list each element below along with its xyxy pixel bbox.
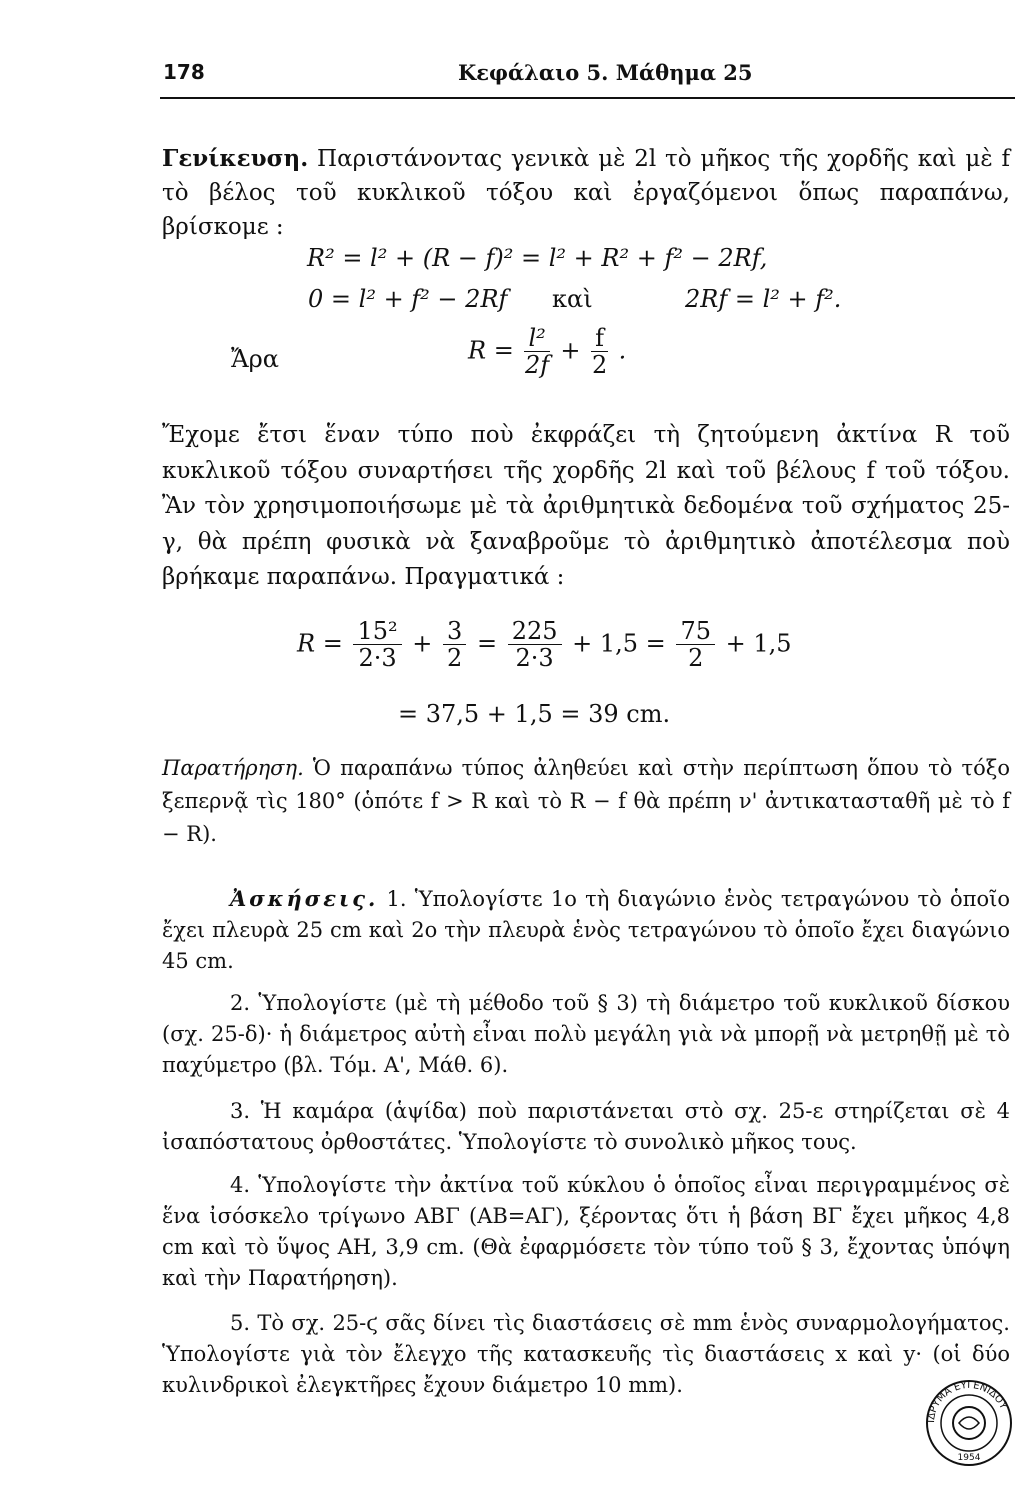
exercise-1-text: 1. Ὑπολογίστε 1ο τὴ διαγώνιο ἑνὸς τετραγώνου τὸ ὁποῖο ἔχει πλευρὰ 25 cm καὶ 2ο τὴν πλευρὰ ἑνὸς τετραγώνου τὸ ὁποῖο ἔχει διαγώνιο 45 cm. (162, 887, 1010, 973)
foundation-seal-icon (924, 1378, 1014, 1468)
equation-2-and: καὶ (552, 285, 593, 313)
remark-paragraph (162, 752, 1010, 851)
equation-3 (468, 325, 626, 379)
equation-2b: 2Rf = l² + f². (685, 285, 842, 313)
seal-text: ΙΔΡΥΜΑ ΕΥΓΕΝΙΔΟΥ (925, 1379, 1009, 1424)
eq3-end: . (618, 336, 627, 365)
equation-1: R² = l² + (R − f)² = l² + R² + f² − 2Rf, (307, 244, 768, 272)
numeric-plus-2: + 1,5 = (572, 629, 666, 658)
main-paragraph: Ἔχομε ἔτσι ἕναν τύπο ποὺ ἐκφράζει τὴ ζητούμενη ἀκτίνα R τοῦ κυκλικοῦ τόξου συναρτήσει τῆς χορδῆς 2l καὶ τοῦ βέλους f τοῦ τόξου. Ἂν τὸν χρησιμοποιήσωμε μὲ τὰ ἀριθμητικὰ δεδομένα τοῦ σχήματος 25-γ, θὰ πρέπη φυσικὰ νὰ ξαναβροῦμε τὸ ἀριθμητικὸ ἀποτέλεσμα ποὺ βρήκαμε παραπάνω. Πραγματικά : (162, 422, 1010, 590)
remark-heading: Παρατήρηση. (162, 756, 304, 780)
numeric-fraction-1 (353, 618, 401, 672)
generalization-heading: Γενίκευση. (162, 145, 309, 172)
equation-2a: 0 = l² + f² − 2Rf (308, 285, 508, 313)
numeric-equation (297, 618, 792, 672)
eq3-fraction-1 (524, 325, 549, 379)
exercise-3: 3. Ἡ καμάρα (ἁψίδα) ποὺ παριστάνεται στὸ σχ. 25-ε στηρίζεται σὲ 4 ἰσαπόστατους ὀρθοστάτες. Ὑπολογίστε τὸ συνολικὸ μῆκος τους. (162, 1099, 1010, 1154)
generalization-paragraph (162, 142, 1010, 244)
numeric-num-3: 225 (508, 618, 562, 645)
seal-year: 1954 (957, 1453, 981, 1463)
eq3-lhs: R = (468, 336, 514, 365)
numeric-plus-3: + 1,5 (725, 629, 792, 658)
numeric-den-1: 2·3 (358, 644, 397, 673)
numeric-result: = 37,5 + 1,5 = 39 cm. (398, 700, 671, 728)
numeric-plus-1: + (412, 629, 433, 658)
header-rule (160, 97, 1015, 99)
eq3-fraction-2 (591, 325, 608, 379)
page-number: 178 (163, 60, 205, 84)
numeric-fraction-4 (676, 618, 715, 672)
numeric-den-3: 2·3 (515, 644, 554, 673)
eq3-num-2: f (591, 325, 608, 352)
exercise-2: 2. Ὑπολογίστε (μὲ τὴ μέθοδο τοῦ § 3) τὴ διάμετρο τοῦ κυκλικοῦ δίσκου (σχ. 25-δ)· ἡ διάμετρος αὐτὴ εἶναι πολὺ μεγάλη γιὰ νὰ μπορῇ νὰ μετρηθῇ μὲ τὸ παχύμετρο (βλ. Τόμ. Α', Μάθ. 6). (162, 991, 1010, 1077)
numeric-fraction-3 (508, 618, 562, 672)
numeric-num-4: 75 (676, 618, 715, 645)
numeric-num-2: 3 (443, 618, 466, 645)
numeric-equals: = (476, 629, 498, 658)
numeric-num-1: 15² (353, 618, 401, 645)
chapter-title: Κεφάλαιο 5. Μάθημα 25 (458, 60, 753, 85)
eq3-den-2: 2 (591, 351, 608, 380)
exercise-4: 4. Ὑπολογίστε τὴν ἀκτίνα τοῦ κύκλου ὁ ὁποῖος εἶναι περιγραμμένος σὲ ἕνα ἰσόσκελο τρίγωνο ΑΒΓ (ΑΒ=ΑΓ), ξέροντας ὅτι ἡ βάση ΒΓ ἔχει μῆκος 4,8 cm καὶ τὸ ὕψος ΑΗ, 3,9 cm. (Θὰ ἐφαρμόσετε τὸν τύπο τοῦ § 3, ἔχοντας ὑπόψη καὶ τὴν Παρατήρηση). (162, 1173, 1010, 1290)
numeric-lhs: R = (297, 629, 343, 658)
exercises-heading: Ἀσκήσεις. (230, 886, 379, 911)
eq3-plus: + (560, 336, 581, 365)
numeric-fraction-2 (443, 618, 466, 672)
eq3-den-1: 2f (525, 351, 550, 380)
page-header (163, 60, 1013, 94)
eq3-num-1: l² (524, 325, 549, 352)
remark-text: Ὁ παραπάνω τύπος ἀληθεύει καὶ στὴν περίπτωση ὅπου τὸ τόξο ξεπερνᾷ τὶς 180° (ὁπότε f > R καὶ τὸ R − f θὰ πρέπη ν' ἀντικατασταθῆ μὲ τὸ f − R). (162, 756, 1010, 846)
numeric-den-2: 2 (447, 644, 463, 673)
exercise-5: 5. Τὸ σχ. 25-ϛ σᾶς δίνει τὶς διαστάσεις σὲ mm ἑνὸς συναρμολογήματος. Ὑπολογίστε γιὰ τὸν ἔλεγχο τῆς κατασκευῆς τὶς διαστάσεις x καὶ y· (οἱ δύο κυλινδρικοὶ ἐλεγκτῆρες ἔχουν διάμετρο 10 mm). (162, 1311, 1010, 1397)
ara-label: Ἄρα (231, 345, 279, 373)
numeric-den-4: 2 (688, 644, 704, 673)
generalization-text: Παριστάνοντας γενικὰ μὲ 2l τὸ μῆκος τῆς χορδῆς καὶ μὲ f τὸ βέλος τοῦ κυκλικοῦ τόξου καὶ ἐργαζόμενοι ὅπως παραπάνω, βρίσκομε : (162, 146, 1010, 240)
exercise-1 (162, 883, 1010, 977)
